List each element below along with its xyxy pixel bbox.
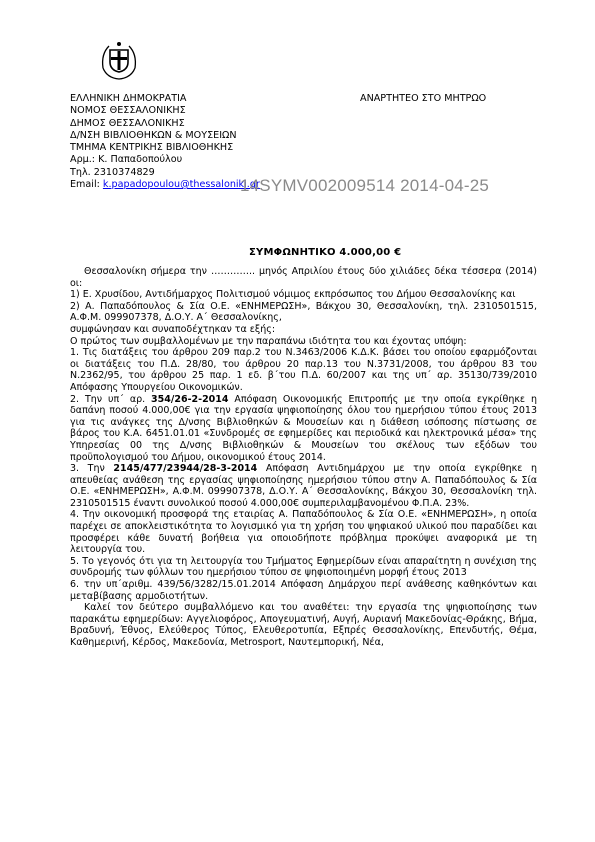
document-id-watermark: 14SYMV002009514 2014-04-25 (240, 176, 490, 195)
contract-paragraph (70, 579, 537, 602)
contract-paragraph (70, 463, 537, 509)
contract-paragraph (70, 347, 537, 393)
header-line: ΕΛΛΗΝΙΚΗ ΔΗΜΟΚΡΑΤΙΑ (70, 93, 187, 104)
decision-reference: 354/26-2-2014 (151, 393, 229, 405)
header-line: Αρμ.: Κ. Παπαδοπούλου (70, 154, 183, 166)
paragraph-text: Καλεί τον δεύτερο συμβαλλόμενο και του αναθέτει: την εργασία της ψηφιοποίησης των παρακάτω εφημερίδων: Αγγελιοφόρος, Απογευματινή, Αυγή, Αυριανή Μακεδονίας-Θράκης, Βήμα, Βραδυνή, Έθνος, Ελεύθερος Τύπος, Ελευθεροτυπία, Εξπρές Θεσσαλονίκης, Επενδυτής, Θέμα, Καθημερινή, Κέρδος, Μακεδονία, Metrosport, Ναυτεμπορική, Νέα, (70, 602, 537, 648)
contract-paragraph (70, 602, 537, 648)
contract-body (70, 266, 537, 649)
paragraph-text: Απόφαση Οικονομικής Επιτροπής με την οποία εγκρίθηκε η δαπάνη ποσού 4.000,00€ για την εργασία ψηφιοποίησης όλου του ημερήσιου τύπου έτους 2013 για τις ανάγκες της Δ/νσης Βιβλιοθηκών & Μουσείων και η διάθεση ισόποσης πίστωσης σε βάρος του Κ.Α. 6451.01.01 «Συνδρομές σε εφημερίδες και περιοδικά και ηλεκτρονικά μέσα» της Υπηρεσίας 00 της Δ/νσης Βιβλιοθηκών & Μουσείων του σκέλους των εξόδων του προϋπολογισμού του Δήμου, οικονομικού έτους 2014. (70, 393, 537, 463)
paragraph-text: 1. Τις διατάξεις του άρθρου 209 παρ.2 του Ν.3463/2006 Κ.Δ.Κ. βάσει του οποίου εφαρμόζονται οι διατάξεις του Π.Δ. 28/80, του άρθρου 20 παρ.13 του Ν.3731/2008, του άρθρου 83 του Ν.2362/95, του άρθρου 25 παρ. 1 εδ. β΄του Π.Δ. 60/2007 και της υπ΄ αρ. 35130/739/2010 Απόφασης Υπουργείου Οικονομικών. (70, 347, 537, 393)
paragraph-text: 2. Την υπ΄ αρ. (70, 393, 152, 405)
contract-paragraph (70, 556, 537, 579)
email-line (70, 179, 260, 191)
header-line: Τηλ. 2310374829 (70, 166, 155, 178)
paragraph-text: 6. την υπ΄αριθμ. 439/56/3282/15.01.2014 Απόφαση Δημάρχου περί ανάθεσης καθηκόντων και μεταβίβασης αρμοδιοτήτων. (70, 579, 537, 602)
paragraph-text: συμφώνησαν και συναποδέχτηκαν τα εξής: (70, 323, 276, 335)
header-line: Δ/ΝΣΗ ΒΙΒΛΙΟΘΗΚΩΝ & ΜΟΥΣΕΙΩΝ (70, 129, 237, 141)
paragraph-text: Θεσσαλονίκη σήμερα την ………….. μηνός Απριλίου έτους δύο χιλιάδες δέκα τέσσερα (2014) οι: (70, 266, 537, 289)
paragraph-text: 1) Ε. Χρυσίδου, Αντιδήμαρχος Πολιτισμού νόμιμος εκπρόσωπος του Δήμου Θεσσαλονίκης και (70, 289, 516, 301)
contract-paragraph (70, 509, 537, 555)
paragraph-text: Απόφαση Αντιδημάρχου με την οποία εγκρίθηκε η απευθείας ανάθεση της εργασίας ψηφιοποίησης ημερήσιου τύπου στην Α. Παπαδόπουλος & Σία Ο.Ε. «ΕΝΗΜΕΡΩΣΗ», Α.Φ.Μ. 099907378, Δ.Ο.Υ. Α΄ Θεσσαλονίκης, Βάκχου 30, Θεσσαλονίκη τηλ. 2310501515 έναντι συνολικού ποσού 4.000,00€ συμπεριλαμβανομένου Φ.Π.Α. 23%. (70, 463, 537, 509)
contract-paragraph (70, 301, 537, 324)
paragraph-text: 5. Το γεγονός ότι για τη λειτουργία του Τμήματος Εφημερίδων είναι απαραίτητη η συνέχιση της συνδρομής των φύλλων του ημερήσιου τύπου σε ψηφιοποιημένη μορφή έτους 2013 (70, 555, 537, 579)
paragraph-text: Ο πρώτος των συμβαλλομένων με την παραπάνω ιδιότητα του και έχοντας υπόψη: (70, 335, 467, 347)
paragraph-text: 2) Α. Παπαδόπουλος & Σία Ο.Ε. «ΕΝΗΜΕΡΩΣΗ», Βάκχου 30, Θεσσαλονίκη, τηλ. 2310501515, Α.Φ.Μ. 099907378, Δ.Ο.Υ. Α΄ Θεσσαλονίκης, (70, 300, 537, 324)
posting-notice: ΑΝΑΡΤΗΤΕΟ ΣΤΟ ΜΗΤΡΩΟ (360, 93, 487, 104)
paragraph-text: 4. Την οικονομική προσφορά της εταιρίας Α. Παπαδόπουλος & Σία Ο.Ε. «ΕΝΗΜΕΡΩΣΗ», η οποία παρέχει σε αποκλειστικότητα το λογισμικό για τη χρήση του ψηφιακού υλικού που παραδίδει και προσφέρει κάθε δυνατή βοήθεια για οποιοδήποτε πρόβλημα προκύψει αναφορικά με τη λειτουργία του. (70, 509, 537, 556)
header-line: ΤΜΗΜΑ ΚΕΝΤΡΙΚΗΣ ΒΙΒΛΙΟΘΗΚΗΣ (70, 142, 234, 154)
contract-paragraph (70, 336, 537, 348)
contract-paragraph (70, 394, 537, 464)
document-title: ΣΥΜΦΩΝΗΤΙΚΟ 4.000,00 € (249, 247, 402, 258)
contract-paragraph (70, 289, 537, 301)
email-link[interactable]: k.papadopoulou@thessaloniki.gr (102, 179, 260, 191)
decision-reference: 2145/477/23944/28-3-2014 (113, 463, 258, 475)
paragraph-text: 3. Την (70, 463, 114, 475)
hellenic-republic-seal (97, 38, 141, 82)
email-label: Email: (70, 179, 103, 191)
contract-paragraph (70, 266, 537, 289)
contract-paragraph (70, 324, 537, 336)
header-line: ΝΟΜΟΣ ΘΕΣΣΑΛΟΝΙΚΗΣ (70, 105, 186, 117)
issuer-header (70, 93, 260, 191)
header-line: ΔΗΜΟΣ ΘΕΣΣΑΛΟΝΙΚΗΣ (70, 117, 185, 129)
